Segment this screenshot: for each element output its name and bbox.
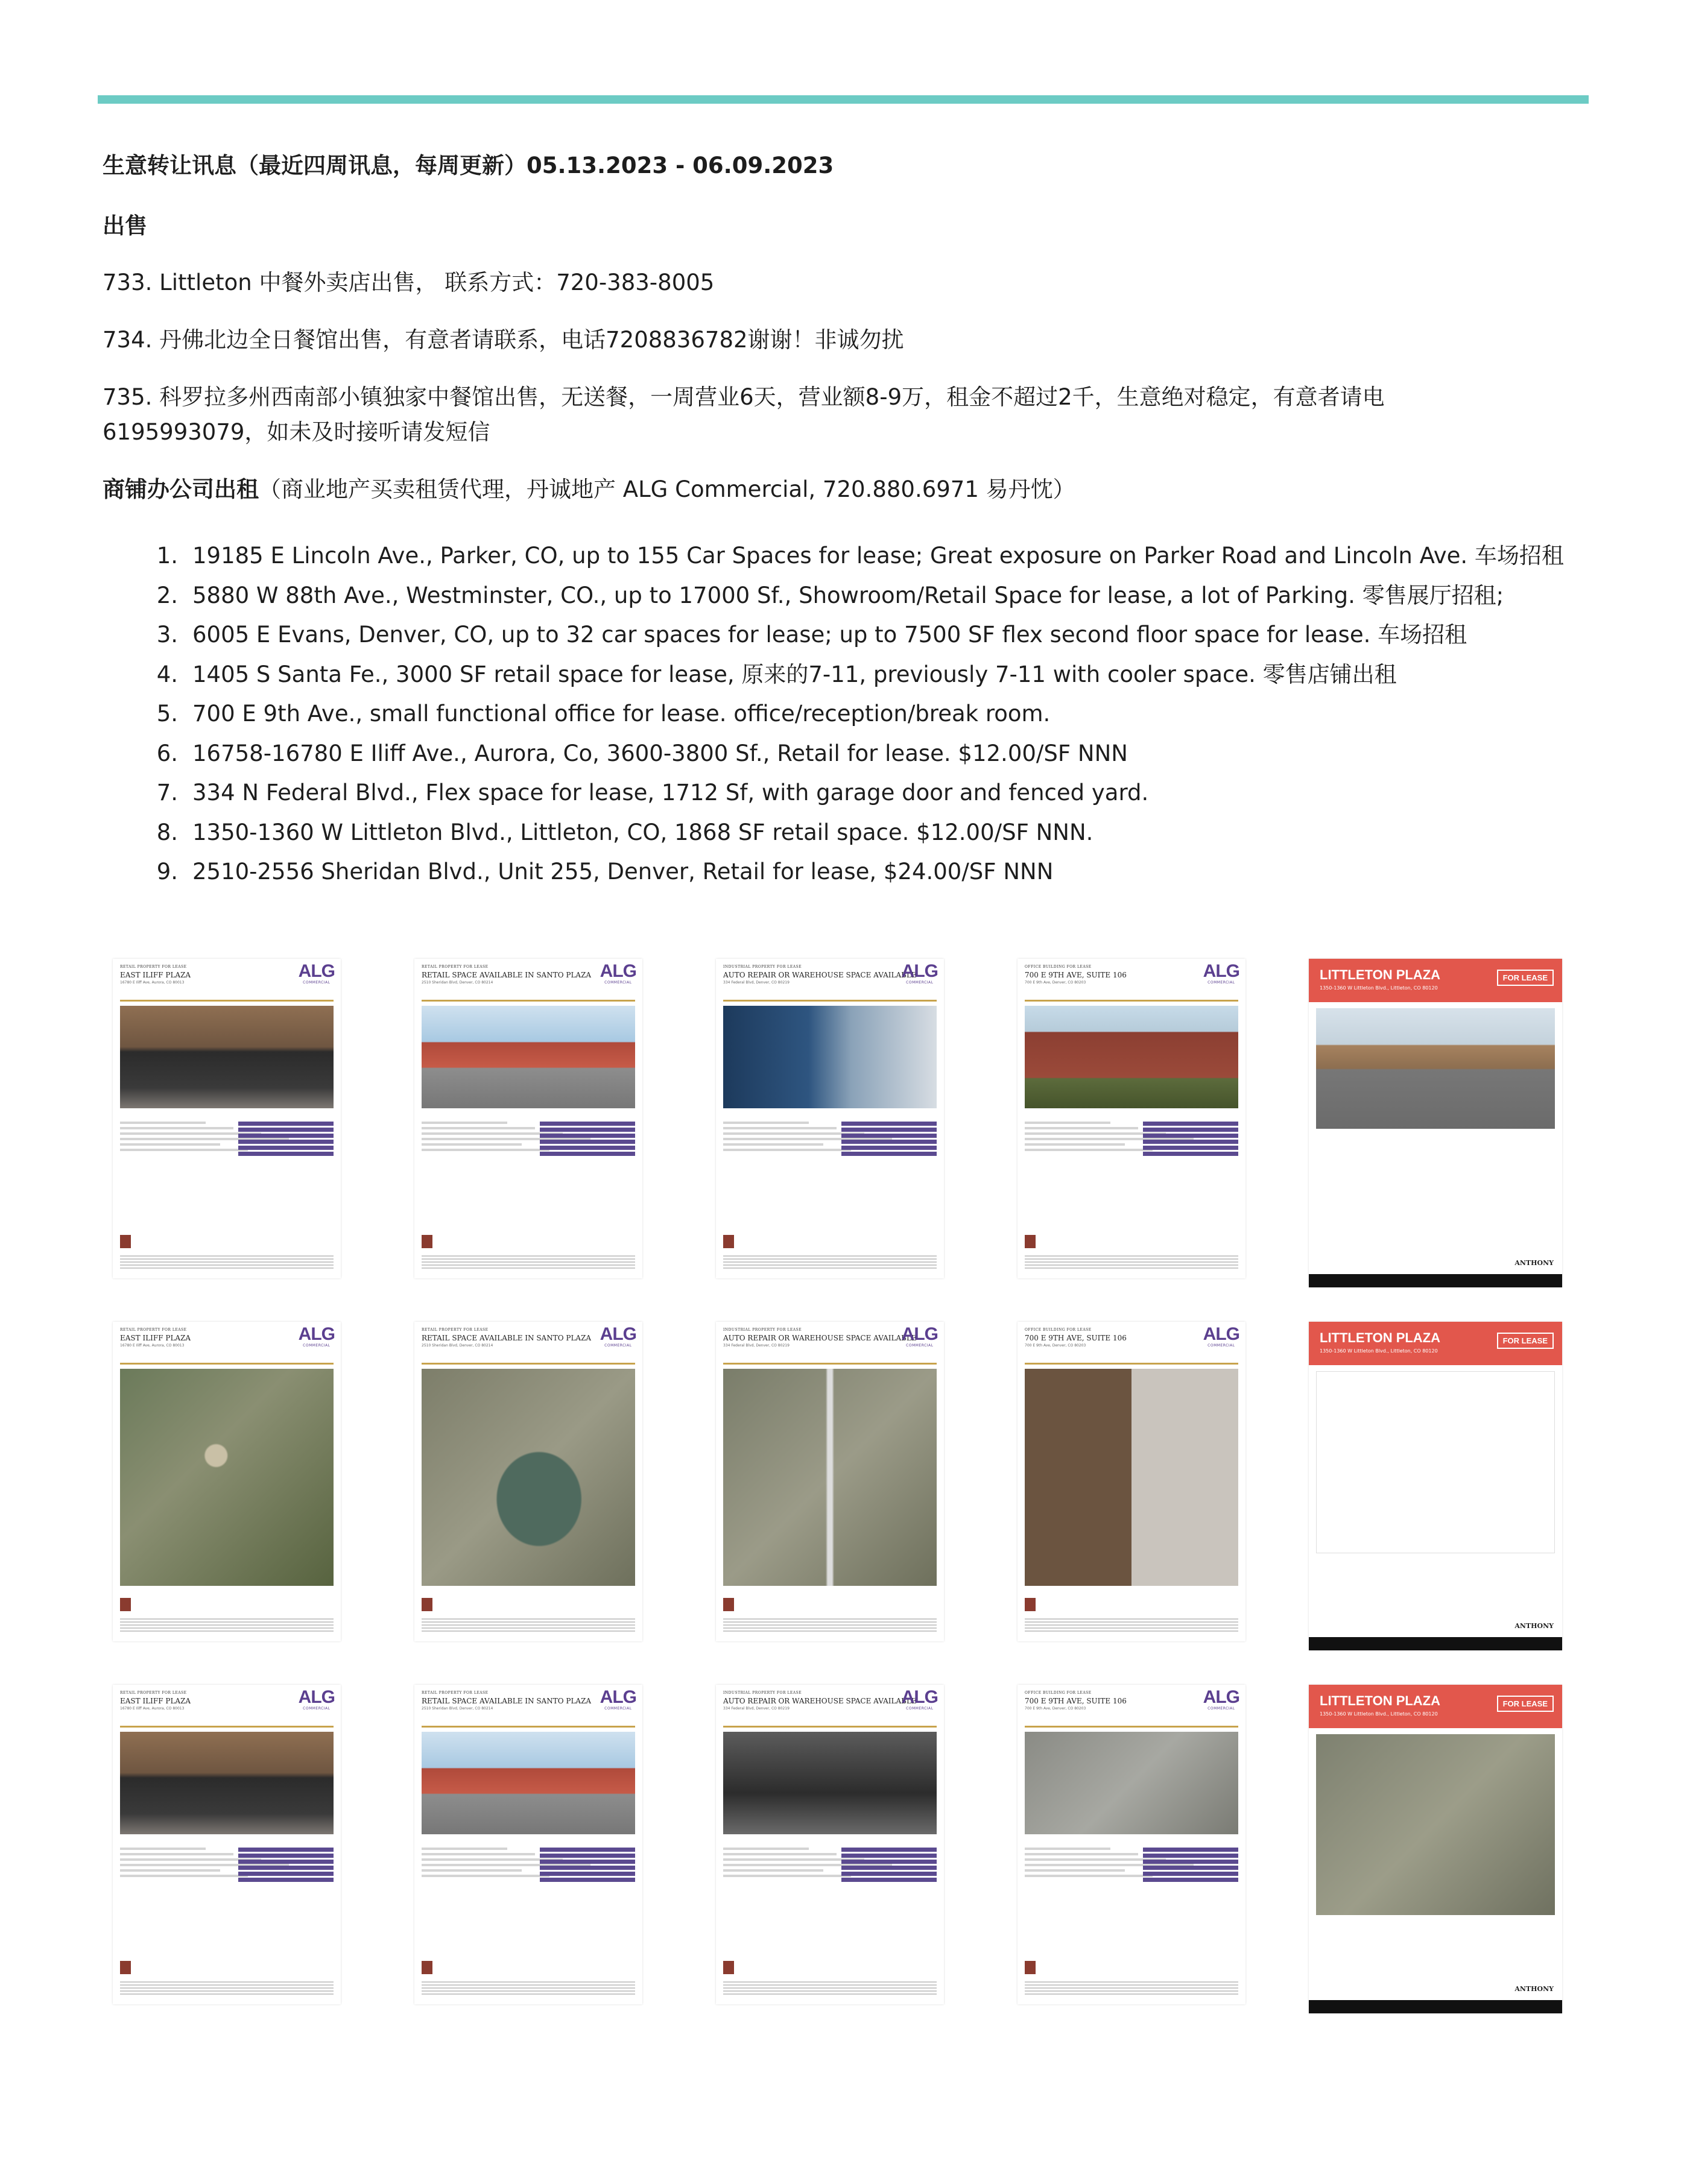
agent-photo	[1025, 1961, 1036, 1974]
flyer-property-photo	[422, 1006, 635, 1108]
lease-item-number: 9.	[156, 859, 178, 885]
lease-item-number: 6.	[156, 740, 178, 766]
flyer-category: INDUSTRIAL PROPERTY FOR LEASE	[723, 1328, 802, 1332]
alg-logo-subtext: COMMERCIAL	[1207, 980, 1235, 985]
flyer-property-photo	[723, 1732, 937, 1834]
flyer-map-image	[723, 1369, 937, 1586]
flyer-address: 16780 E Iliff Ave, Aurora, CO 80013	[120, 1706, 185, 1711]
flyer-address: 334 Federal Blvd, Denver, CO 80219	[723, 1706, 790, 1711]
alg-logo	[299, 1688, 335, 1711]
flyer-footer	[120, 1598, 334, 1634]
flyer-address: 334 Federal Blvd, Denver, CO 80219	[723, 1343, 790, 1348]
flyer-summary-table	[1143, 1848, 1238, 1884]
littleton-subtitle: 1350-1360 W Littleton Blvd., Littleton, CO 80120	[1320, 985, 1438, 991]
alg-logo	[1203, 1688, 1239, 1711]
flyer-divider	[120, 1000, 334, 1002]
alg-logo	[299, 1325, 335, 1348]
alg-logo-subtext: COMMERCIAL	[303, 1343, 331, 1348]
alg-logo-text: ALG	[1203, 1324, 1239, 1344]
for-lease-badge: FOR LEASE	[1497, 970, 1554, 986]
flyer-title: EAST ILIFF PLAZA	[120, 971, 191, 979]
alg-logo-subtext: COMMERCIAL	[604, 1343, 632, 1348]
littleton-subtitle: 1350-1360 W Littleton Blvd., Littleton, CO 80120	[1320, 1711, 1438, 1717]
flyer-title: AUTO REPAIR OR WAREHOUSE SPACE AVAILABLE	[723, 1697, 917, 1705]
alg-logo-text: ALG	[901, 1687, 938, 1707]
lease-item-text: 2510-2556 Sheridan Blvd., Unit 255, Denver, Retail for lease, $24.00/SF NNN	[192, 859, 1054, 885]
flyer-divider	[422, 1363, 635, 1365]
flyer-summary-table	[540, 1848, 635, 1884]
flyer-title: RETAIL SPACE AVAILABLE IN SANTO PLAZA	[422, 1697, 592, 1705]
flyer-category: OFFICE BUILDING FOR LEASE	[1025, 1691, 1092, 1695]
sale-item-735: 735. 科罗拉多州西南部小镇独家中餐馆出售，无送餐，一周营业6天，营业额8-9万，租金不超过2千，生意绝对稳定，有意者请电	[103, 384, 1385, 410]
lease-section-title: 商铺办公司出租	[103, 476, 259, 502]
alg-logo-subtext: COMMERCIAL	[604, 980, 632, 985]
agent-photo	[1025, 1598, 1036, 1611]
flyer-thumbnail	[113, 1322, 341, 1641]
alg-logo-text: ALG	[901, 961, 938, 981]
littleton-flyer-header	[1309, 959, 1562, 1002]
flyer-summary-table	[238, 1122, 334, 1158]
agent-photo	[120, 1961, 131, 1974]
flyer-category: RETAIL PROPERTY FOR LEASE	[120, 965, 187, 969]
agent-photo	[120, 1235, 131, 1248]
littleton-property-photo	[1316, 1008, 1555, 1129]
flyer-thumbnail	[414, 1322, 642, 1641]
flyer-header	[422, 1328, 592, 1348]
flyer-thumbnail	[1017, 1685, 1245, 2004]
alg-logo-text: ALG	[600, 1687, 636, 1707]
lease-item	[136, 815, 1564, 855]
flyer-title: 700 E 9TH AVE, SUITE 106	[1025, 971, 1127, 979]
flyer-address: 700 E 9th Ave, Denver, CO 80203	[1025, 1343, 1086, 1348]
alg-logo	[299, 962, 335, 985]
flyer-category: INDUSTRIAL PROPERTY FOR LEASE	[723, 1691, 802, 1695]
sale-section-title: 出售	[103, 213, 147, 239]
flyer-header	[723, 1691, 917, 1711]
lease-item	[136, 657, 1564, 697]
lease-item-number: 8.	[156, 819, 178, 845]
flyer-footer	[1025, 1235, 1238, 1271]
lease-item-text: 700 E 9th Ave., small functional office for lease. office/reception/break room.	[192, 701, 1051, 727]
flyer-property-photo	[120, 1006, 334, 1108]
littleton-footer-bar	[1309, 1637, 1562, 1650]
flyer-divider	[1025, 1000, 1238, 1002]
alg-logo-text: ALG	[600, 1324, 636, 1344]
flyer-category: OFFICE BUILDING FOR LEASE	[1025, 1328, 1092, 1332]
flyer-address: 700 E 9th Ave, Denver, CO 80203	[1025, 980, 1086, 985]
flyer-thumbnail	[1017, 959, 1245, 1278]
flyer-thumbnail	[113, 1685, 341, 2004]
flyer-footer	[120, 1235, 334, 1271]
alg-logo-text: ALG	[901, 1324, 938, 1344]
flyer-address: 2510 Sheridan Blvd, Denver, CO 80214	[422, 1706, 493, 1711]
lease-item-number: 4.	[156, 661, 178, 687]
littleton-title: LITTLETON PLAZA	[1320, 967, 1441, 982]
littleton-flyer-thumbnail	[1309, 1322, 1562, 1650]
alg-logo-text: ALG	[600, 961, 636, 981]
flyer-property-photo	[422, 1732, 635, 1834]
flyer-header	[1025, 1691, 1182, 1711]
flyer-map-image	[1025, 1369, 1238, 1586]
anthony-brand: ANTHONY	[1514, 1985, 1554, 1993]
flyer-thumbnail	[113, 959, 341, 1278]
lease-item-text: 5880 W 88th Ave., Westminster, CO., up to 17000 Sf., Showroom/Retail Space for lease, a lot of Parking. 零售展厅招租;	[192, 582, 1504, 608]
flyer-footer	[120, 1961, 334, 1997]
littleton-flyer-thumbnail	[1309, 959, 1562, 1287]
flyer-header	[1025, 1328, 1182, 1348]
agent-photo	[1025, 1235, 1036, 1248]
flyer-thumbnail	[1017, 1322, 1245, 1641]
sale-item-735-cont: 6195993079，如未及时接听请发短信	[103, 419, 490, 445]
alg-logo	[1203, 1325, 1239, 1348]
lease-item-number: 1.	[156, 543, 178, 569]
alg-logo-subtext: COMMERCIAL	[303, 1706, 331, 1711]
for-lease-badge: FOR LEASE	[1497, 1333, 1554, 1349]
flyer-header	[120, 965, 277, 985]
flyer-footer	[422, 1235, 635, 1271]
flyer-thumbnail	[716, 959, 944, 1278]
flyer-summary-table	[841, 1848, 937, 1884]
lease-section-header	[103, 472, 1075, 507]
littleton-flyer-thumbnail	[1309, 1685, 1562, 2013]
flyer-title: AUTO REPAIR OR WAREHOUSE SPACE AVAILABLE	[723, 1334, 917, 1342]
alg-logo	[600, 962, 636, 985]
flyer-divider	[120, 1363, 334, 1365]
alg-logo-text: ALG	[1203, 961, 1239, 981]
lease-item-number: 2.	[156, 582, 178, 608]
alg-logo-subtext: COMMERCIAL	[1207, 1706, 1235, 1711]
alg-logo-subtext: COMMERCIAL	[906, 980, 934, 985]
flyer-summary-table	[841, 1122, 937, 1158]
flyer-divider	[1025, 1726, 1238, 1728]
lease-item-number: 3.	[156, 622, 178, 648]
flyer-property-photo	[120, 1732, 334, 1834]
alg-logo-subtext: COMMERCIAL	[906, 1343, 934, 1348]
flyer-map-image	[120, 1369, 334, 1586]
flyer-category: RETAIL PROPERTY FOR LEASE	[422, 965, 489, 969]
flyer-title: 700 E 9TH AVE, SUITE 106	[1025, 1334, 1127, 1342]
lease-item-number: 7.	[156, 780, 178, 806]
flyer-header	[1025, 965, 1182, 985]
flyer-summary-table	[1143, 1122, 1238, 1158]
lease-item	[136, 696, 1564, 736]
littleton-site-plan	[1316, 1371, 1555, 1553]
sale-item-733: 733. Littleton 中餐外卖店出售， 联系方式：720-383-8005	[103, 270, 715, 295]
alg-logo-text: ALG	[298, 1324, 335, 1344]
flyer-address: 700 E 9th Ave, Denver, CO 80203	[1025, 1706, 1086, 1711]
flyer-address: 16780 E Iliff Ave, Aurora, CO 80013	[120, 1343, 185, 1348]
sale-item-734: 734. 丹佛北边全日餐馆出售，有意者请联系，电话7208836782谢谢！非诚勿扰	[103, 327, 904, 353]
agent-photo	[422, 1235, 432, 1248]
flyer-footer	[1025, 1961, 1238, 1997]
flyer-category: RETAIL PROPERTY FOR LEASE	[422, 1328, 489, 1332]
lease-item-text: 334 N Federal Blvd., Flex space for lease, 1712 Sf, with garage door and fenced yard.	[192, 780, 1149, 806]
lease-item-text: 16758-16780 E Iliff Ave., Aurora, Co, 3600-3800 Sf., Retail for lease. $12.00/SF NNN	[192, 740, 1128, 766]
flyer-category: RETAIL PROPERTY FOR LEASE	[120, 1691, 187, 1695]
flyer-summary-table	[238, 1848, 334, 1884]
flyer-category: OFFICE BUILDING FOR LEASE	[1025, 965, 1092, 969]
flyer-title: RETAIL SPACE AVAILABLE IN SANTO PLAZA	[422, 971, 592, 979]
flyer-footer	[1025, 1598, 1238, 1634]
flyer-divider	[422, 1726, 635, 1728]
littleton-footer-bar	[1309, 1274, 1562, 1287]
flyer-header	[723, 965, 917, 985]
flyer-category: RETAIL PROPERTY FOR LEASE	[422, 1691, 489, 1695]
flyer-title: RETAIL SPACE AVAILABLE IN SANTO PLAZA	[422, 1334, 592, 1342]
flyer-title: AUTO REPAIR OR WAREHOUSE SPACE AVAILABLE	[723, 971, 917, 979]
top-accent-bar	[98, 95, 1589, 104]
lease-item	[136, 617, 1564, 657]
flyer-category: INDUSTRIAL PROPERTY FOR LEASE	[723, 965, 802, 969]
lease-section-subtitle: （商业地产买卖租赁代理，丹诚地产 ALG Commercial, 720.880.6971 易丹忱）	[259, 476, 1075, 502]
lease-item-text: 6005 E Evans, Denver, CO, up to 32 car spaces for lease; up to 7500 SF flex second floor space for lease. 车场招租	[192, 622, 1467, 648]
flyer-divider	[422, 1000, 635, 1002]
littleton-footer-bar	[1309, 2000, 1562, 2013]
flyer-thumbnail	[716, 1685, 944, 2004]
flyer-divider	[723, 1726, 937, 1728]
flyer-footer	[723, 1961, 937, 1997]
flyer-thumbnail	[414, 1685, 642, 2004]
flyer-thumbnail	[414, 959, 642, 1278]
lease-list	[136, 538, 1564, 894]
flyer-divider	[120, 1726, 334, 1728]
for-lease-badge: FOR LEASE	[1497, 1696, 1554, 1712]
alg-logo-subtext: COMMERCIAL	[303, 980, 331, 985]
agent-photo	[723, 1961, 734, 1974]
flyer-header	[120, 1328, 277, 1348]
flyer-divider	[723, 1363, 937, 1365]
flyer-thumbnail	[716, 1322, 944, 1641]
littleton-flyer-header	[1309, 1685, 1562, 1728]
lease-item-text: 1350-1360 W Littleton Blvd., Littleton, CO, 1868 SF retail space. $12.00/SF NNN.	[192, 819, 1093, 845]
agent-photo	[120, 1598, 131, 1611]
flyer-property-photo	[1025, 1732, 1238, 1834]
alg-logo-subtext: COMMERCIAL	[1207, 1343, 1235, 1348]
flyer-header	[422, 1691, 592, 1711]
lease-item-text: 1405 S Santa Fe., 3000 SF retail space for lease, 原来的7-11, previously 7-11 with cooler space. 零售店铺出租	[192, 661, 1397, 687]
flyer-footer	[422, 1598, 635, 1634]
agent-photo	[723, 1235, 734, 1248]
alg-logo	[902, 1688, 938, 1711]
flyer-address: 16780 E Iliff Ave, Aurora, CO 80013	[120, 980, 185, 985]
alg-logo-text: ALG	[298, 1687, 335, 1707]
flyer-address: 334 Federal Blvd, Denver, CO 80219	[723, 980, 790, 985]
alg-logo	[600, 1688, 636, 1711]
alg-logo-subtext: COMMERCIAL	[604, 1706, 632, 1711]
flyer-divider	[723, 1000, 937, 1002]
flyer-footer	[422, 1961, 635, 1997]
lease-item	[136, 854, 1564, 894]
alg-logo-text: ALG	[1203, 1687, 1239, 1707]
lease-item	[136, 736, 1564, 776]
littleton-flyer-header	[1309, 1322, 1562, 1365]
alg-logo-text: ALG	[298, 961, 335, 981]
littleton-property-photo	[1316, 1734, 1555, 1915]
alg-logo	[1203, 962, 1239, 985]
alg-logo	[902, 1325, 938, 1348]
flyer-category: RETAIL PROPERTY FOR LEASE	[120, 1328, 187, 1332]
flyer-summary-table	[540, 1122, 635, 1158]
flyer-footer	[723, 1235, 937, 1271]
flyer-header	[723, 1328, 917, 1348]
littleton-title: LITTLETON PLAZA	[1320, 1693, 1441, 1708]
anthony-brand: ANTHONY	[1514, 1622, 1554, 1630]
flyer-title: EAST ILIFF PLAZA	[120, 1334, 191, 1342]
alg-logo-subtext: COMMERCIAL	[906, 1706, 934, 1711]
anthony-brand: ANTHONY	[1514, 1259, 1554, 1267]
littleton-subtitle: 1350-1360 W Littleton Blvd., Littleton, CO 80120	[1320, 1348, 1438, 1354]
agent-photo	[422, 1598, 432, 1611]
flyer-divider	[1025, 1363, 1238, 1365]
alg-logo	[902, 962, 938, 985]
flyer-address: 2510 Sheridan Blvd, Denver, CO 80214	[422, 1343, 493, 1348]
flyer-title: 700 E 9TH AVE, SUITE 106	[1025, 1697, 1127, 1705]
flyer-address: 2510 Sheridan Blvd, Denver, CO 80214	[422, 980, 493, 985]
flyer-property-photo	[1025, 1006, 1238, 1108]
flyer-footer	[723, 1598, 937, 1634]
page-heading: 生意转让讯息（最近四周讯息，每周更新）05.13.2023 - 06.09.2023	[103, 153, 834, 178]
littleton-title: LITTLETON PLAZA	[1320, 1330, 1441, 1345]
lease-item-text: 19185 E Lincoln Ave., Parker, CO, up to 155 Car Spaces for lease; Great exposure on Parker Road and Lincoln Ave. 车场招租	[192, 543, 1564, 569]
alg-logo	[600, 1325, 636, 1348]
lease-item	[136, 578, 1564, 618]
agent-photo	[422, 1961, 432, 1974]
agent-photo	[723, 1598, 734, 1611]
flyer-header	[120, 1691, 277, 1711]
lease-item-number: 5.	[156, 701, 178, 727]
flyer-property-photo	[723, 1006, 937, 1108]
lease-item	[136, 538, 1564, 578]
flyer-title: EAST ILIFF PLAZA	[120, 1697, 191, 1705]
lease-item	[136, 775, 1564, 815]
flyer-header	[422, 965, 592, 985]
flyer-map-image	[422, 1369, 635, 1586]
